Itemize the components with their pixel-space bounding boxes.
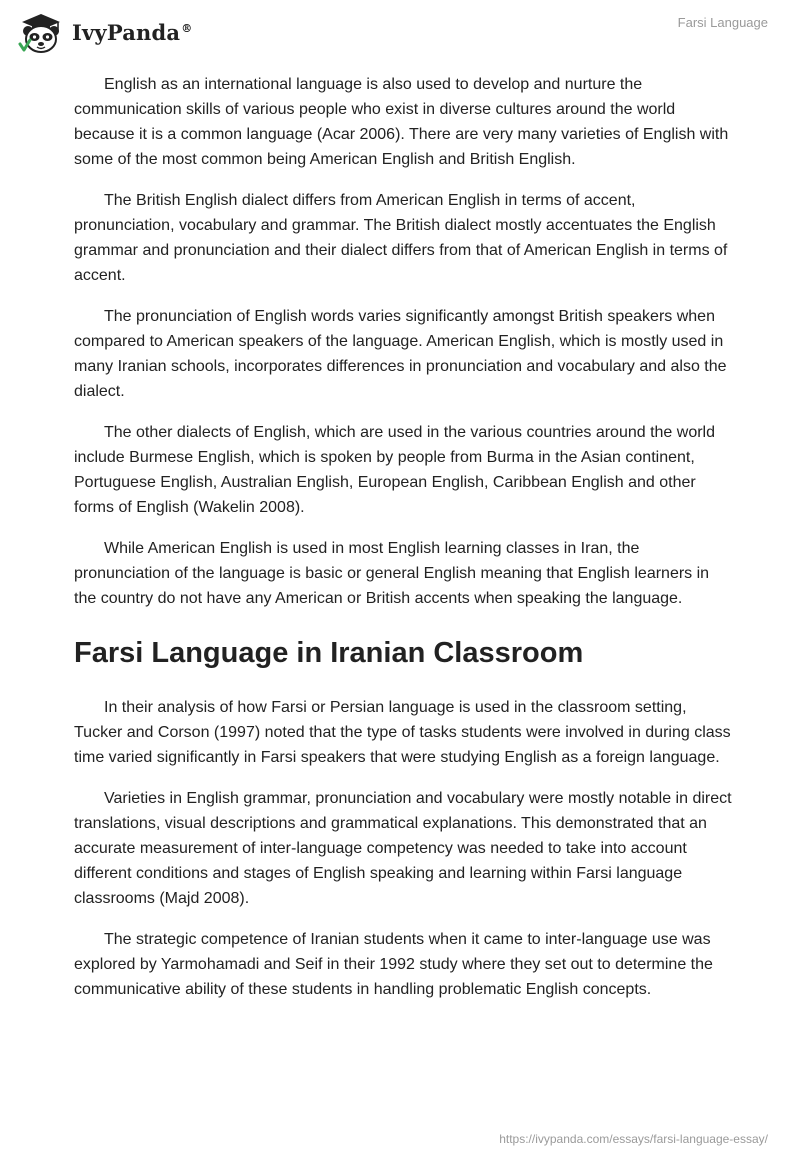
trademark-mark: ® xyxy=(181,21,193,35)
brand-logo[interactable] xyxy=(18,10,192,54)
section-heading: Farsi Language in Iranian Classroom xyxy=(74,637,584,669)
page-header xyxy=(0,0,800,62)
body-paragraph: The British English dialect differs from American English in terms of accent, pronunciation, vocabulary and grammar. The British dialect mostly accentuates the English grammar and pronunciation and their dialect differs from that of American English in terms of accent. xyxy=(74,192,728,284)
body-paragraph: The other dialects of English, which are used in the various countries around the world include Burmese English, which is spoken by people from Burma in the Asian continent, Portuguese English, Australian English, European English, Caribbean English and other forms of English (Wakelin 2008). xyxy=(74,424,716,516)
essay-body xyxy=(74,72,734,1018)
panda-logo-icon xyxy=(18,10,64,54)
document-title: Farsi Language xyxy=(677,15,768,30)
source-url[interactable]: https://ivypanda.com/essays/farsi-language-essay/ xyxy=(499,1132,768,1146)
body-paragraph: The pronunciation of English words varies significantly amongst British speakers when compared to American speakers of the language. American English, which is mostly used in many Iranian schools, incorporates differences in pronunciation and vocabulary and also the dialect. xyxy=(74,308,727,400)
body-paragraph: While American English is used in most English learning classes in Iran, the pronunciation of the language is basic or general English meaning that English learners in the country do not have any American or British accents when speaking the language. xyxy=(74,540,710,607)
body-paragraph: In their analysis of how Farsi or Persian language is used in the classroom setting, Tucker and Corson (1997) noted that the type of tasks students were involved in during class time varied significantly in Farsi speakers that were studying English as a foreign language. xyxy=(74,699,731,766)
body-paragraph: The strategic competence of Iranian students when it came to inter-language use was explored by Yarmohamadi and Seif in their 1992 study where they set out to determine the communicative ability of these students in handling problematic English concepts. xyxy=(74,931,713,998)
body-paragraph: English as an international language is also used to develop and nurture the communication skills of various people who exist in diverse cultures around the world because it is a common language (Acar 2006). There are very many varieties of English with some of the most common being American English and British English. xyxy=(74,76,729,168)
brand-wordmark: IvyPanda xyxy=(72,19,181,45)
brand-name xyxy=(72,20,192,45)
body-paragraph: Varieties in English grammar, pronunciation and vocabulary were mostly notable in direct translations, visual descriptions and grammatical explanations. This demonstrated that an accurate measurement of inter-language competency was needed to take into account different conditions and stages of English speaking and learning within Farsi language classrooms (Majd 2008). xyxy=(74,790,732,907)
